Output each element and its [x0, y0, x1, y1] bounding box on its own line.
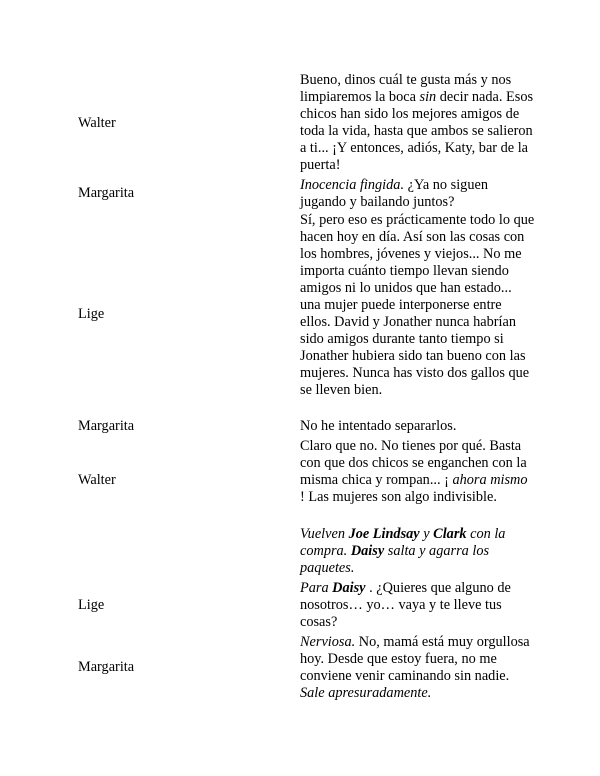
text-segment: Nerviosa.: [300, 634, 356, 650]
text-segment: ¿Ya no siguen jugando y bailando juntos?: [300, 177, 488, 210]
stage-direction-row: [0, 526, 600, 577]
text-segment: Vuelven: [300, 526, 349, 542]
text-segment: Inocencia fingida.: [300, 177, 405, 193]
text-segment: Para: [300, 580, 333, 596]
text-segment: Clark: [433, 526, 467, 542]
dialogue-line: [300, 438, 535, 506]
dialogue-line: [300, 212, 535, 399]
text-segment: No he intentado separarlos.: [300, 418, 457, 434]
text-segment: decir nada. Esos chicos han sido los mejores amigos de toda la vida, hasta que ambos se salieron a ti... ¡Y entonces, adiós, Katy, bar de la puerta!: [300, 89, 534, 173]
text-segment: y: [419, 526, 434, 542]
text-segment: No, mamá está muy orgullosa hoy. Desde que estoy fuera, no me conviene venir caminando sin nadie.: [300, 634, 530, 684]
speaker-name: Walter: [78, 472, 116, 488]
text-segment: con la compra.: [300, 526, 506, 559]
dialogue-line: [300, 634, 535, 702]
dialogue-line: [300, 580, 535, 631]
text-segment: salta y agarra los paquetes.: [300, 543, 490, 576]
speaker-name: Margarita: [78, 185, 135, 201]
dialogue-row: [0, 72, 600, 174]
text-segment: Bueno, dinos cuál te gusta más y nos limpiaremos la boca: [300, 72, 512, 105]
dialogue-row: [0, 438, 600, 523]
text-segment: Sale apresuradamente.: [300, 685, 432, 701]
dialogue-line: [300, 177, 535, 211]
dialogue-row: [0, 418, 600, 435]
text-segment: Sí, pero eso es prácticamente todo lo que hacen hoy en día. Así son las cosas con los hombres, jóvenes y viejos... No me importa cuánto tiempo llevan siendo amigos ni lo unidos que han estado... una mujer puede interponerse entre ellos. David y Jonather nunca habrían sido amigos durante tanto tiempo si Jonather hubiera sido tan bueno con las mujeres. Nunca has visto dos gallos que se lleven bien.: [300, 212, 535, 398]
text-segment: sin: [419, 89, 437, 105]
dialogue-row: [0, 634, 600, 702]
speaker-name: Walter: [78, 115, 116, 131]
dialogue-line: [300, 418, 535, 435]
dialogue-row: [0, 212, 600, 416]
text-segment: Daisy: [332, 580, 366, 596]
dialogue-row: [0, 177, 600, 211]
speaker-name: Margarita: [78, 418, 135, 434]
text-segment: Joe Lindsay: [348, 526, 420, 542]
text-segment: Daisy: [350, 543, 385, 559]
speaker-name: Lige: [78, 597, 105, 613]
text-segment: Claro que no. No tienes por qué. Basta con que dos chicos se enganchen con la misma chica y rompan... ¡: [300, 438, 527, 488]
dialogue-row: [0, 580, 600, 631]
stage-direction: [300, 526, 535, 577]
text-segment: ahora mismo: [452, 472, 528, 488]
speaker-name: Lige: [78, 306, 105, 322]
text-segment: . ¿Quieres que alguno de nosotros… yo… vaya y te lleve tus cosas?: [300, 580, 511, 630]
speaker-name: Margarita: [78, 659, 135, 675]
dialogue-line: [300, 72, 535, 174]
text-segment: ! Las mujeres son algo indivisible.: [300, 489, 497, 505]
